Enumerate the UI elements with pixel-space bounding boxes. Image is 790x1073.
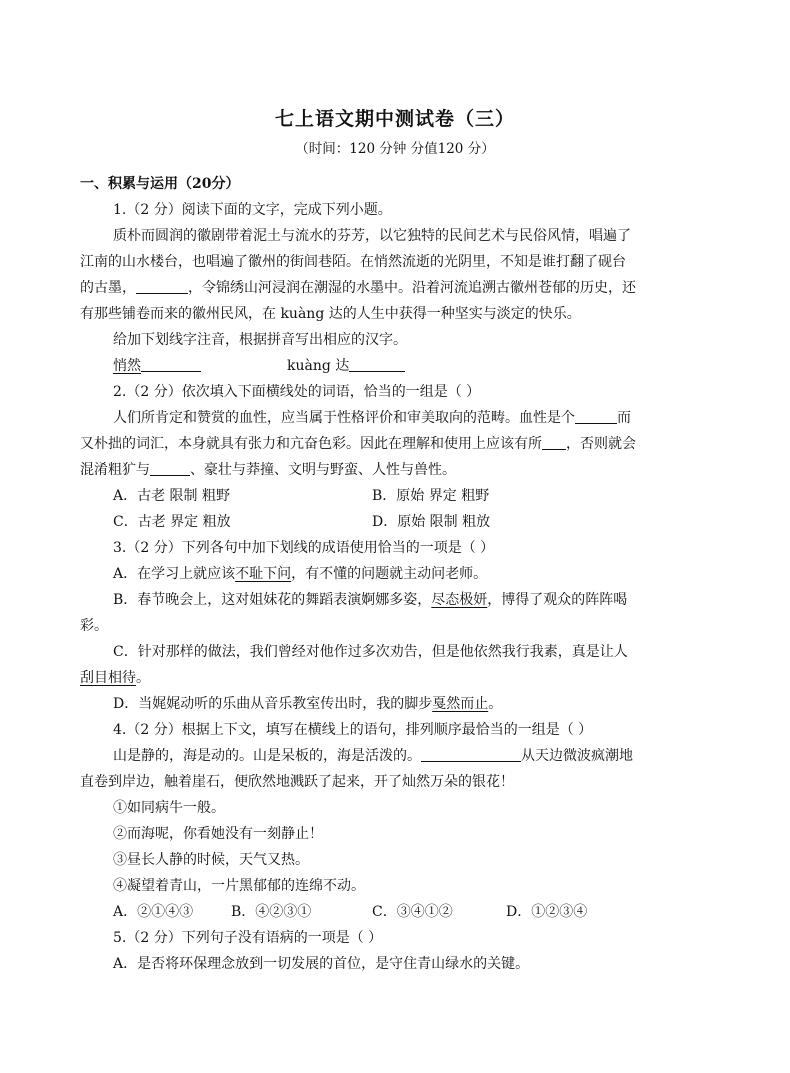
q2-fill-blank[interactable] (542, 435, 566, 450)
q1-stem: 1.（2 分）阅读下面的文字，完成下列小题。 (113, 202, 392, 218)
q4-fill-blank[interactable] (421, 747, 521, 762)
q3-option-b-cont: 彩。 (80, 618, 108, 634)
q2-option-d[interactable]: D．原始 限制 粗放 (372, 514, 491, 530)
q4-sentence: ①如同病牛一般。 (113, 800, 225, 816)
q4-option-c[interactable]: C．③④①② (372, 904, 453, 920)
q4-sentence: ③昼长人静的时候，天气又热。 (113, 852, 309, 868)
q1-underlined-word: 悄然 (113, 358, 141, 374)
q2-stem: 2.（2 分）依次填入下面横线处的词语，恰当的一组是（ ） (113, 384, 481, 400)
q1-answer-item (113, 356, 201, 376)
q3-option-a[interactable] (113, 564, 487, 584)
q1-passage-line: 有那些铺卷而来的徽州民风，在 kuàng 达的人生中获得一种坚实与淡定的快乐。 (80, 306, 581, 322)
q3-underlined-idiom: 不耻下问 (235, 566, 292, 582)
q4-sentence: ②而海呢，你看她没有一刻静止！ (113, 826, 323, 842)
q3-option-b[interactable] (113, 590, 627, 610)
q4-passage-line: 直卷到岸边，触着崖石，便欣然地溅跃了起来，开了灿然万朵的银花！ (80, 774, 514, 790)
q4-stem: 4.（2 分）根据上下文，填写在横线上的语句，排列顺序最恰当的一组是（ ） (113, 722, 593, 738)
q3-underlined-idiom: 尽态极妍 (431, 592, 488, 608)
q2-text: 混淆粗犷与 (80, 462, 150, 478)
q3-text: D．当娓娓动听的乐曲从音乐教室传出时，我的脚步 (113, 696, 433, 712)
q4-option-b[interactable]: B．④②③① (231, 904, 312, 920)
q3-underlined-idiom: 刮目相待 (80, 670, 136, 686)
q1-text: ，令锦绣山河浸润在潮湿的水墨中。沿着河流追溯古徽州苍郁的历史，还 (188, 280, 636, 296)
q4-text: 山是静的，海是动的。山是呆板的，海是活泼的。 (113, 748, 421, 764)
q3-text: ，有不懂的问题就主动问老师。 (291, 566, 488, 582)
q1-pinyin-word: kuàng 达 (287, 358, 350, 374)
q3-text: ，博得了观众的阵阵喝 (487, 592, 628, 608)
q4-sentence: ④凝望着青山，一片黑郁郁的连绵不动。 (113, 878, 365, 894)
q1-answer-blank[interactable] (141, 357, 201, 372)
q2-option-a[interactable]: A．古老 限制 粗野 (113, 488, 231, 504)
q2-text: 人们所肯定和赞赏的血性，应当属于性格评价和审美取向的范畴。血性是个 (113, 410, 575, 426)
q1-fill-blank[interactable] (136, 279, 188, 294)
q1-text: 的古墨， (80, 280, 136, 296)
q1-answer-item (287, 356, 405, 376)
q2-passage-line (80, 434, 636, 454)
q3-text: 。 (488, 696, 503, 712)
q4-passage-line (113, 746, 633, 766)
q2-option-b[interactable]: B．原始 界定 粗野 (372, 488, 490, 504)
page-subtitle: （时间：120 分钟 分值120 分） (295, 141, 495, 157)
q3-text: B．春节晚会上，这对姐妹花的舞蹈表演婀娜多姿， (113, 592, 432, 608)
q3-option-c-cont (80, 668, 150, 688)
q2-text: 、豪壮与莽撞、文明与野蛮、人性与兽性。 (190, 462, 456, 478)
q3-option-d[interactable] (113, 694, 502, 714)
section-heading: 一、积累与运用（20分） (80, 176, 240, 192)
q2-text: 而 (617, 410, 631, 426)
q3-stem: 3.（2 分）下列各句中加下划线的成语使用恰当的一项是（ ） (113, 540, 495, 556)
q2-option-c[interactable]: C．古老 界定 粗放 (113, 514, 231, 530)
page-title: 七上语文期中测试卷（三） (274, 108, 515, 130)
q1-passage-line: 江南的山水楼台，也唱遍了徽州的街闾巷陌。在悄然流逝的光阴里，不知是谁打翻了砚台 (80, 254, 626, 270)
q1-passage-line (80, 278, 636, 298)
q2-fill-blank[interactable] (150, 461, 190, 476)
q3-text: 。 (136, 670, 150, 686)
q4-option-d[interactable]: D．①②③④ (506, 904, 588, 920)
q4-text: 从天边微波疯潮地 (521, 748, 633, 764)
q2-passage-line (113, 408, 631, 428)
q2-text: ，否则就会 (566, 436, 636, 452)
q5-option-a[interactable]: A．是否将环保理念放到一切发展的首位，是守住青山绿水的关键。 (113, 956, 530, 972)
q2-text: 又朴拙的词汇，本身就具有张力和亢奋色彩。因此在理解和使用上应该有所 (80, 436, 542, 452)
q1-instruction: 给加下划线字注音，根据拼音写出相应的汉字。 (113, 332, 407, 348)
q5-stem: 5.（2 分）下列句子没有语病的一项是（ ） (113, 930, 383, 946)
q3-underlined-idiom: 戛然而止 (432, 696, 489, 712)
q4-option-a[interactable]: A．②①④③ (113, 904, 194, 920)
q2-passage-line (80, 460, 456, 480)
q1-passage-line: 质朴而圆润的徽剧带着泥土与流水的芬芳，以它独特的民间艺术与民俗风情，唱遍了 (113, 228, 631, 244)
q2-fill-blank[interactable] (575, 409, 617, 424)
q1-answer-blank[interactable] (349, 357, 405, 372)
q3-option-c[interactable]: C．针对那样的做法，我们曾经对他作过多次劝告，但是他依然我行我素，真是让人 (113, 644, 628, 660)
q3-text: A．在学习上就应该 (113, 566, 236, 582)
